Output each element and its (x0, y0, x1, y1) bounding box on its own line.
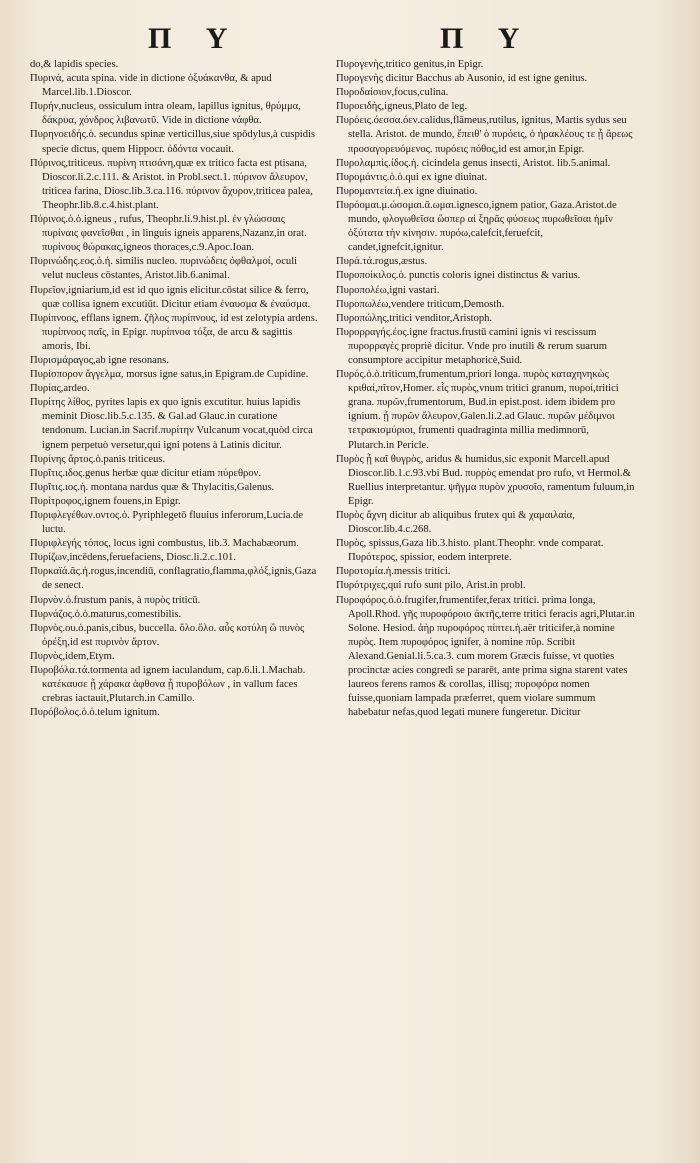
dictionary-entry: Πύρινος,triticeus. πυρίνη πτισάνη,quæ ex tritico facta est ptisana, Dioscor.li.2.c.111. & Aristot. in Probl.sect.1. πύρινον ἄλευρον, triticea farina, Diosc.lib.3.ca.116. πύρινον ἄχυρον,triticea palea, Theophr.lib.8.c.4.hist.plant. (30, 157, 313, 211)
dictionary-entry: Πυρνὸν.ὁ.frustum panis, à πυρὸς triticū. (30, 594, 201, 606)
left-column (30, 58, 320, 720)
dictionary-entry: Πυρῖτις.ιδος.genus herbæ quæ dicitur etiam πύρεθρον. (30, 467, 262, 479)
dictionary-entry: Πυρίπνοος, efflans ignem. ζῆλος πυρίπνους, id est zelotypia ardens. πυρίπνοος παῖς, in Epigr. πυρίπνοα τόξα, de arcu & sagittis amoris, Ibi. (30, 312, 318, 352)
dictionary-entry: Πυρομάντις.ὁ.ὁ.qui ex igne diuinat. (336, 171, 488, 183)
dictionary-entry: Πυριφλεγέθων.οντος.ὁ. Pyriphlegetō fluuius inferorum,Lucia.de luctu. (30, 510, 304, 536)
dictionary-entry: Πυρά.τά.rogus,æstus. (336, 256, 428, 268)
dictionary-entry: Πυρογενὴς dicitur Bacchus ab Ausonio, id est igne genitus. (336, 73, 588, 85)
dictionary-entry: Πυροπώλης,tritici venditor,Aristoph. (336, 312, 493, 324)
dictionary-entry: Πυρίας,ardeo. (30, 383, 90, 395)
right-column (336, 58, 636, 720)
dictionary-entry: Πυρίζων,incēdens,feruefaciens, Diosc.li.2.c.101. (30, 552, 236, 564)
dictionary-entry: Πυρίτροφος,ignem fouens,in Epigr. (30, 495, 181, 507)
dictionary-entry: Πυρὸς ἄχνη dicitur ab aliquibus frutex qui & χαμαιλαία, Dioscor.lib.4.c.268. (336, 510, 575, 536)
header-right-letters: Π Υ (440, 22, 534, 55)
dictionary-entry: Πυροποίκιλος.ὁ. punctis coloris ignei distinctus & varius. (336, 270, 581, 282)
dictionary-entry: Πυροφόρος.ὁ.ὁ.frugifer,frumentifer,ferax tritici. prima longa, Apoll.Rhod. γῆς πυροφόροιο ἀκτῆς,terre tritici feracis agri,Plutar.in Solone. Hesiod. ἀὴρ πυροφόρος πίπτει.ἡ.aër triticifer,à nomine πυρὸς. Item πυροφόρος ignifer, à nomine πῦρ. Scribit Alexand.Genial.li.5.ca.3. cum morem Græcis fuisse, vt quoties procinctæ acies congredi se pararēt, ante prima signa starent vates laureos ferens ramos & corollas, illisq; πυροφόρα nomen fuisse,quoniam lampada præferret, quem violare summum habebatur nefas,quod legati munere fungeretur. Dicitur (336, 594, 635, 719)
dictionary-entry: Πυρίνης ἄρτος.ὁ.panis triticeus. (30, 453, 166, 465)
dictionary-entry: Πυρομαντεία.ἡ.ex igne diuinatio. (336, 185, 478, 197)
dictionary-entry: Πυριφλεγής τόπος, locus igni combustus, lib.3. Machabæorum. (30, 538, 299, 550)
dictionary-entry: Πυρόομαι.μ.ώσομαι.ᾶ.ωμαι.ignesco,ignem patior, Gaza.Aristot.de mundo, φλογωθεῖσα ὥσπερ αἱ ξηρᾶς φύσεως πυρωθεῖσαι ἡμῖν ὀξύτατα τὴν κίνησιν. πυρόω,calefcit,feruefcit, candet,ignefcit,ignitur. (336, 199, 617, 254)
dictionary-entry: Πυροτομία.ἡ.messis tritici. (336, 566, 451, 578)
dictionary-entry: Πυρῖτις.ιος.ἡ. montana nardus quæ & Thylacitis,Galenus. (30, 481, 275, 493)
dictionary-entry: Πυροβόλα.τά.tormenta ad ignem iaculandum, cap.6.li.1.Machab. κατέκαυσε ᾗ χάρακα ἀφθονα ᾗ πυροβόλων , in vallum faces crebras iactauit,Plutarch.in Camillo. (30, 665, 306, 705)
dictionary-entry: Πυρήν,nucleus, ossiculum intra oleam, lapillus ignitus, θρύμμα, δάκρυα, χόνδρος λιβανωτῦ. Vide in dictione νάφθα. (30, 101, 301, 127)
dictionary-entry: Πυρότριχες,qui rufo sunt pilo, Arist.in probl. (336, 580, 526, 592)
dictionary-entry: Πυρόβολος.ὁ.ὁ.telum ignitum. (30, 707, 160, 719)
dictionary-entry: Πυρὸς, spissus,Gaza lib.3.histo. plant.Theophr. vnde comparat. Πυρότερος, spissior, eodem interprete. (336, 538, 604, 564)
dictionary-entry: Πυρός.ὁ.ὁ.triticum,frumentum,priori longa. πυρὸς καταχηνηκὼς κριθαί,πῖτον,Homer. εἷς πυρὸς,vnum tritici granum, πυροί,tritici grana. πυρῶν,frumentorum, Bud.in epist.post. idem ibidem pro ignium. ᾗ πυρῶν ἄλευρον,Galen.li.2.ad Glauc. πυρῶν μέδιμνοι τετρακισμύριοι, frumenti quadraginta millia medimnorū, Plutarch.in Pericle. (336, 369, 619, 451)
dictionary-entry: Πυροπωλέω,vendere triticum,Demosth. (336, 298, 505, 310)
dictionary-entry: Πυρνὸς,idem,Etym. (30, 650, 115, 662)
dictionary-entry: Πυρηνοειδής.ὁ. secundus spinæ verticillus,siue spōdylus,à cuspidis specie dictus, quem Hippocr. ὀδόντα vocauit. (30, 129, 316, 155)
dictionary-entry: Πυρολαμπὶς.ίδος.ἡ. cicindela genus insecti, Aristot. lib.5.animal. (336, 157, 611, 169)
dictionary-entry: Πυρὸς ᾗ καῖ θυγρὸς, aridus & humidus,sic exponit Marcell.apud Dioscor.lib.1.c.93.vbi Bud. πυρρὸς emendat pro rufo, vt Hermol.& Ruellius interpretantur. ψῆγμα πυρὸν χρυσοῖο, ramentum fuluum,in Epigr. (336, 453, 635, 507)
dictionary-entry: Πυρινώδης.εος.ὁ.ἡ. similis nucleo. πυρινώδεις ὀφθαλμοί, oculi velut nucleus cōstantes, Aristot.lib.6.animal. (30, 256, 298, 282)
dictionary-entry: Πυρογενὴς,tritico genitus,in Epigr. (336, 59, 484, 70)
dictionary-entry: Πυρόεις.όεσσα.όεν.calidus,flāmeus,rutilus, ignitus, Martis sydus seu stella. Aristot. de mundo, ἔπειθ' ὁ πυρόεις, ὁ ἡρακλέους τε ᾗ ἄρεως προσαγορευόμενος. πυρόεις πόθος,id est amor,in Epigr. (336, 115, 633, 155)
dictionary-entry: Πυρίσπορον ἄγγελμα, morsus igne satus,in Epigram.de Cupidine. (30, 369, 309, 381)
dictionary-entry: Πυρκαϊά.ᾶς.ἡ.rogus,incendiū, conflagratio,flamma,φλόξ,ignis,Gaza de senect. (30, 566, 317, 592)
dictionary-entry: Πυρεῖον,igniarium,id est id quo ignis elicitur.cōstat silice & ferro, quæ collisa ignem excutiūt. Dicitur etiam ἐναυσμα & ἐναύσμα. (30, 284, 311, 310)
dictionary-entry: Πυροπολέω,igni vastari. (336, 284, 440, 296)
running-header (0, 22, 700, 58)
dictionary-entry: Πυρινά, acuta spina. vide in dictione ὀξυάκανθα, & apud Marcel.lib.1.Dioscor. (30, 73, 272, 99)
dictionary-entry: Πυροδαίσιον,focus,culina. (336, 87, 449, 99)
dictionary-entry: Πυροειδὴς,igneus,Plato de leg. (336, 101, 468, 113)
dictionary-entry: Πυρίτης λίθος, pyrites lapis ex quo ignis excutitur. huius lapidis meminit Diosc.lib.5.c.135. & Gal.ad Glauc.in curatione tendonum. Lucian.in Sacrif.πυρίτην Vulcanum vocat,quòd circa ignem perpetuò versetur,qui igni potens à Latinis dicitur. (30, 397, 313, 451)
dictionary-entry: do,& lapidis species. (30, 59, 119, 70)
dictionary-entry: Πυρορραγής.έος.igne fractus.frustū camini ignis vi rescissum πυρορραγὲς propriè dicitur. Vnde pro inutili & rerum suarum consumptore accipitur metaphoricè,Suid. (336, 326, 608, 366)
header-left-letters: Π Υ (148, 22, 242, 55)
dictionary-entry: Πυρνάζος.ὁ.ὁ.maturus,comestibilis. (30, 608, 182, 620)
dictionary-entry: Πυρισμάραγος,ab igne resonans. (30, 354, 169, 366)
dictionary-entry: Πυρνὸς.ου.ὁ.panis,cibus, buccella. ὅλο.ὅλο. αὖς κοτύλη ὢ πυνὸς ὀρέξη,id est πυρινὸν ἄρτον. (30, 622, 305, 648)
dictionary-entry: Πύρινος.ὁ.ὁ.igneus , rufus, Theophr.li.9.hist.pl. ἐν γλώσσαις πυρίναις φανεῖσθαι , in linguis igneis apparens,Nazanz,in orat. πυρίνους θώρακας,igneos thoraces,c.9.Apoc.Ioan. (30, 214, 307, 254)
